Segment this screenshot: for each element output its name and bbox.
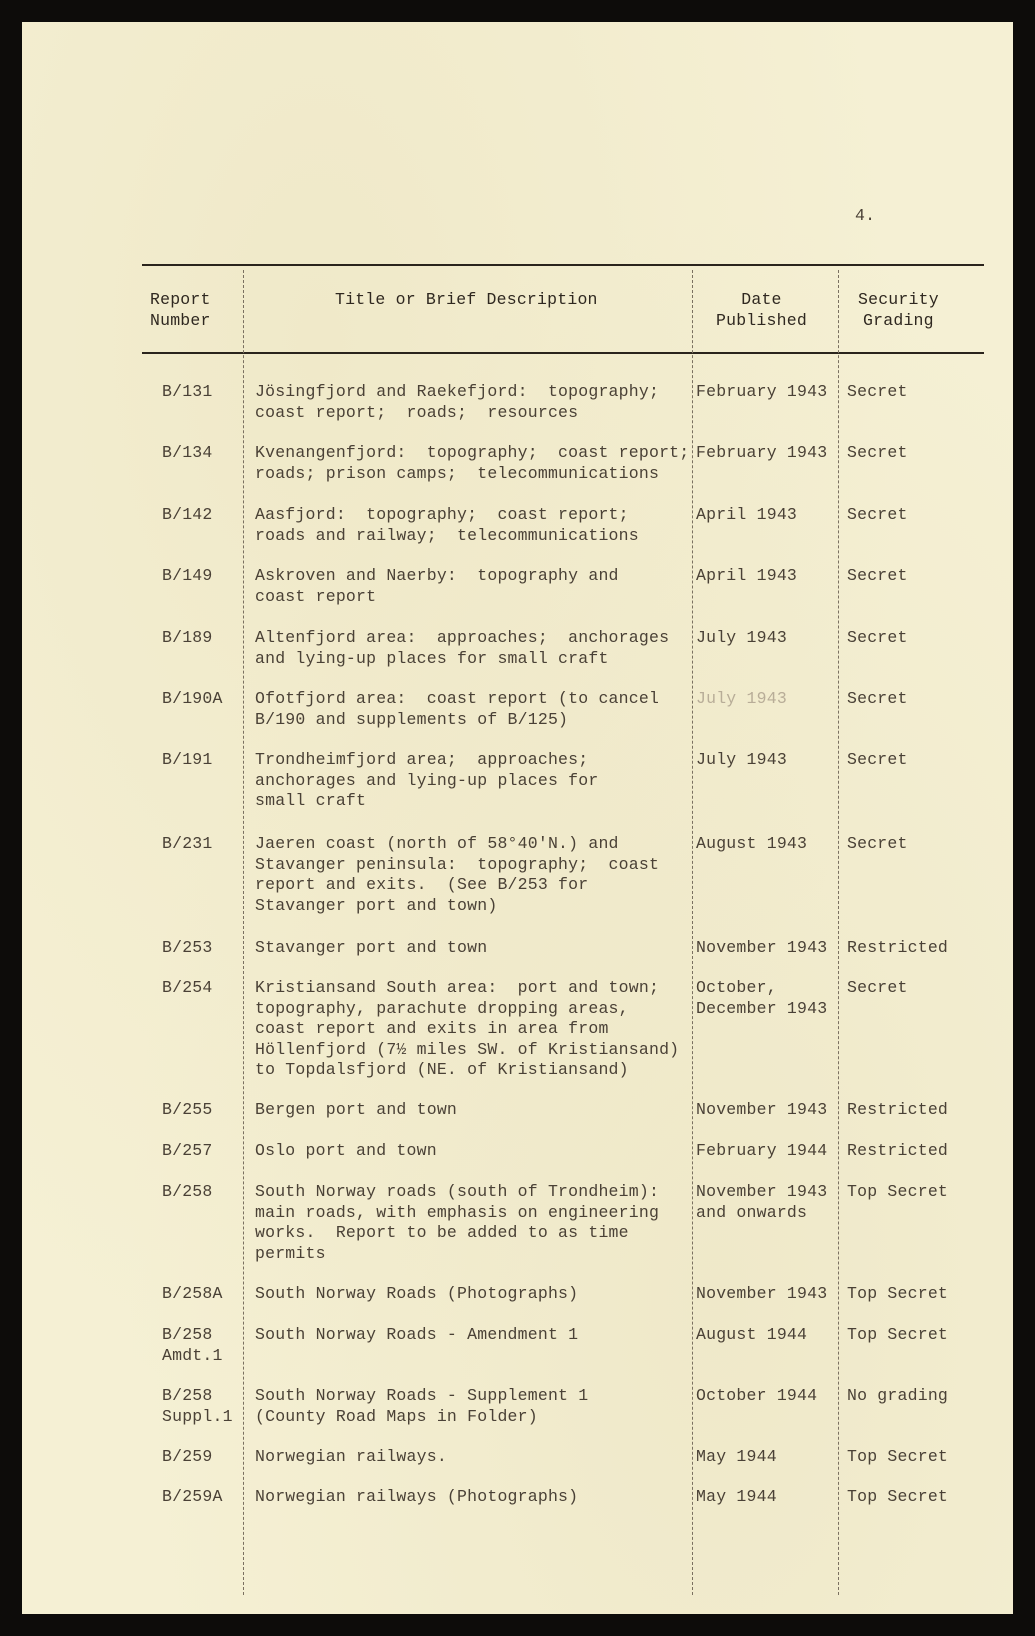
document-page (22, 22, 1013, 1614)
date-published: July 1943 (696, 628, 787, 647)
report-number: B/255 (162, 1100, 213, 1119)
report-number: B/259 (162, 1447, 213, 1466)
page-number: 4. (855, 206, 876, 225)
report-title: Bergen port and town (255, 1100, 458, 1119)
top-rule (142, 264, 984, 266)
report-title: Jösingfjord and Raekefjord: topography; coast report; roads; resources (255, 382, 660, 422)
report-title: Trondheimfjord area; approaches; anchorages and lying-up places for small craft (255, 750, 599, 810)
report-number: B/190A (162, 689, 223, 708)
report-title: Norwegian railways (Photographs) (255, 1487, 579, 1506)
date-published: July 1943 (696, 750, 787, 769)
security-grading: Secret (847, 834, 908, 853)
date-published: November 1943 and onwards (696, 1182, 828, 1222)
report-title: Askroven and Naerby: topography and coast report (255, 566, 619, 606)
date-published: November 1943 (696, 1284, 828, 1303)
security-grading: Secret (847, 750, 908, 769)
report-number: B/142 (162, 505, 213, 524)
report-number: B/257 (162, 1141, 213, 1160)
report-number: B/254 (162, 978, 213, 997)
security-grading: Top Secret (847, 1284, 949, 1303)
report-number: B/259A (162, 1487, 223, 1506)
header-title: Title or Brief Description (335, 290, 598, 309)
report-number: B/134 (162, 443, 213, 462)
security-grading: Secret (847, 443, 908, 462)
security-grading: Secret (847, 505, 908, 524)
report-title: Stavanger port and town (255, 938, 488, 957)
security-grading: Secret (847, 382, 908, 401)
report-title: Norwegian railways. (255, 1447, 447, 1466)
report-number: B/258A (162, 1284, 223, 1303)
report-title: Jaeren coast (north of 58°40'N.) and Stavanger peninsula: topography; coast report and exits. (See B/253 for Stavanger port and town) (255, 834, 660, 915)
date-published: November 1943 (696, 1100, 828, 1119)
date-published: April 1943 (696, 566, 798, 585)
report-number: B/258 Amdt.1 (162, 1325, 223, 1365)
security-grading: Restricted (847, 938, 949, 957)
report-number: B/231 (162, 834, 213, 853)
header-report-number: Report Number (150, 290, 211, 330)
security-grading: Top Secret (847, 1182, 949, 1201)
report-title: Oslo port and town (255, 1141, 437, 1160)
date-published: October, December 1943 (696, 978, 828, 1018)
date-published: August 1944 (696, 1325, 808, 1344)
date-published: May 1944 (696, 1487, 777, 1506)
security-grading: Secret (847, 689, 908, 708)
report-title: Kristiansand South area: port and town; topography, parachute dropping areas, coast report and exits in area from Höllenfjord (7½ miles SW. of Kristiansand) to Topdalsfjord (NE. of Kristiansand) (255, 978, 680, 1079)
report-title: South Norway Roads (Photographs) (255, 1284, 579, 1303)
security-grading: Secret (847, 628, 908, 647)
security-grading: Top Secret (847, 1325, 949, 1344)
security-grading: Restricted (847, 1141, 949, 1160)
report-title: Ofotfjord area: coast report (to cancel B/190 and supplements of B/125) (255, 689, 660, 729)
report-title: Altenfjord area: approaches; anchorages and lying-up places for small craft (255, 628, 670, 668)
security-grading: Top Secret (847, 1487, 949, 1506)
security-grading: Secret (847, 978, 908, 997)
report-number: B/258 (162, 1182, 213, 1201)
column-divider (243, 270, 244, 1595)
report-title: South Norway roads (south of Trondheim): main roads, with emphasis on engineering works. Report to be added to as time permits (255, 1182, 660, 1263)
security-grading: Secret (847, 566, 908, 585)
date-published: November 1943 (696, 938, 828, 957)
report-number: B/189 (162, 628, 213, 647)
report-number: B/131 (162, 382, 213, 401)
date-published: February 1943 (696, 443, 828, 462)
header-date: Date Published (716, 290, 807, 330)
report-number: B/149 (162, 566, 213, 585)
date-published: July 1943 (696, 689, 787, 708)
report-number: B/258 Suppl.1 (162, 1386, 233, 1426)
report-number: B/253 (162, 938, 213, 957)
security-grading: No grading (847, 1386, 949, 1405)
header-grading: Security Grading (858, 290, 939, 330)
date-published: October 1944 (696, 1386, 818, 1405)
security-grading: Restricted (847, 1100, 949, 1119)
security-grading: Top Secret (847, 1447, 949, 1466)
column-divider (692, 270, 693, 1595)
report-title: Kvenangenfjord: topography; coast report; roads; prison camps; telecommunications (255, 443, 690, 483)
date-published: April 1943 (696, 505, 798, 524)
report-number: B/191 (162, 750, 213, 769)
date-published: February 1944 (696, 1141, 828, 1160)
date-published: August 1943 (696, 834, 808, 853)
report-title: South Norway Roads - Amendment 1 (255, 1325, 579, 1344)
header-rule (142, 352, 984, 354)
date-published: February 1943 (696, 382, 828, 401)
report-title: Aasfjord: topography; coast report; roads and railway; telecommunications (255, 505, 639, 545)
column-divider (838, 270, 839, 1595)
date-published: May 1944 (696, 1447, 777, 1466)
report-title: South Norway Roads - Supplement 1 (County Road Maps in Folder) (255, 1386, 589, 1426)
